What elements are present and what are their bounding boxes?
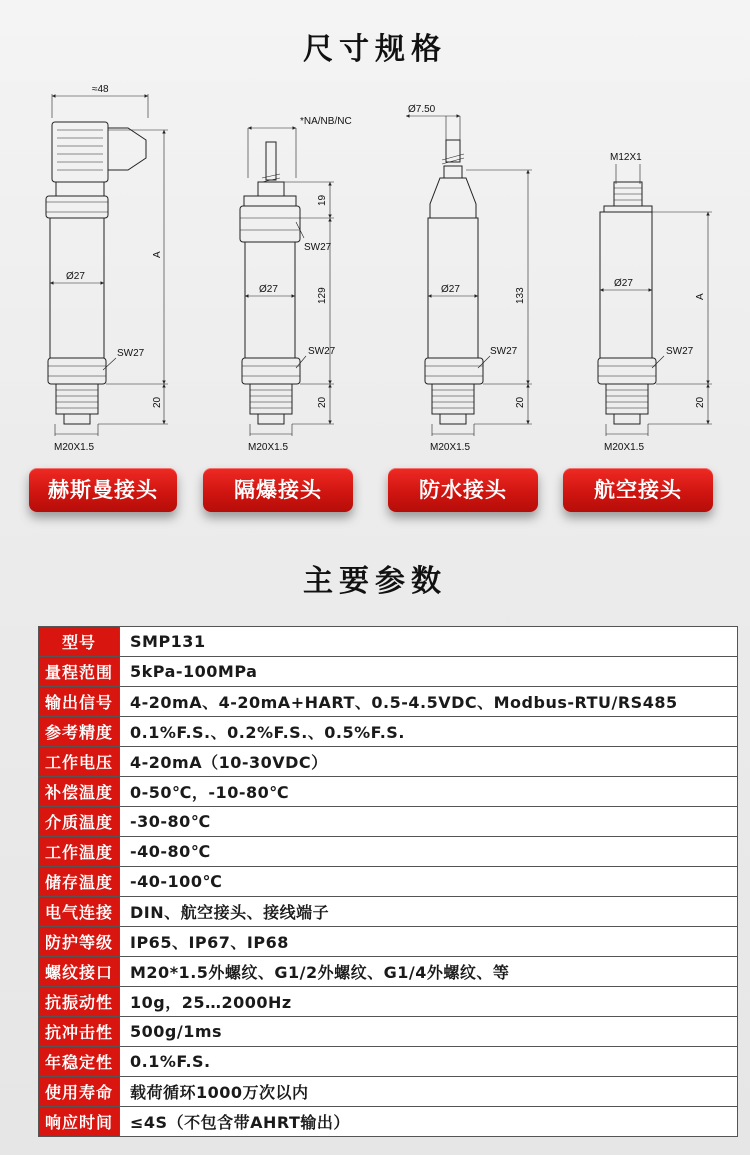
dimensions-title: 尺寸规格 xyxy=(303,32,447,67)
explosion-wrench-top-label: SW27 xyxy=(304,242,332,253)
waterproof-sensor-drawing xyxy=(406,116,532,436)
param-row xyxy=(39,627,738,657)
aviation-wrench-label: SW27 xyxy=(666,346,694,357)
param-key: 输出信号 xyxy=(39,687,120,717)
param-value: 载荷循环1000万次以内 xyxy=(120,1077,738,1107)
param-row xyxy=(39,837,738,867)
param-key: 抗冲击性 xyxy=(39,1017,120,1047)
param-value: -40-100℃ xyxy=(120,867,738,897)
param-row xyxy=(39,1017,738,1047)
explosion-thread-label: M20X1.5 xyxy=(248,442,289,453)
dimension-diagram xyxy=(0,78,750,470)
param-value: M20*1.5外螺纹、G1/2外螺纹、G1/4外螺纹、等 xyxy=(120,957,738,987)
param-key: 补偿温度 xyxy=(39,777,120,807)
explosion-wrench-label: SW27 xyxy=(308,346,336,357)
param-row xyxy=(39,807,738,837)
param-row xyxy=(39,657,738,687)
param-key: 工作温度 xyxy=(39,837,120,867)
param-row xyxy=(39,687,738,717)
waterproof-thread-length-label: 20 xyxy=(515,396,526,408)
aviation-length-label: A xyxy=(695,293,706,300)
param-row xyxy=(39,1077,738,1107)
aviation-connector-button[interactable]: 航空接头 xyxy=(563,468,713,512)
hirschmann-sensor-drawing xyxy=(46,94,168,436)
hirschmann-width-label: ≈48 xyxy=(92,84,109,95)
hirschmann-thread-length-label: 20 xyxy=(152,396,163,408)
explosion-note-label: *NA/NB/NC xyxy=(300,116,352,127)
parameters-table xyxy=(38,626,738,1137)
param-key: 抗振动性 xyxy=(39,987,120,1017)
param-key: 介质温度 xyxy=(39,807,120,837)
waterproof-length-label: 133 xyxy=(515,287,526,304)
waterproof-diameter-label: Ø27 xyxy=(441,284,460,295)
param-key: 量程范围 xyxy=(39,657,120,687)
aviation-diameter-label: Ø27 xyxy=(614,278,633,289)
param-row xyxy=(39,957,738,987)
param-value: 10g，25…2000Hz xyxy=(120,987,738,1017)
aviation-thread-length-label: 20 xyxy=(695,396,706,408)
param-row xyxy=(39,987,738,1017)
waterproof-thread-label: M20X1.5 xyxy=(430,442,471,453)
hirschmann-thread-label: M20X1.5 xyxy=(54,442,95,453)
explosion-thread-length-label: 20 xyxy=(317,396,328,408)
explosion-top-label: 19 xyxy=(317,194,328,206)
param-value: -30-80℃ xyxy=(120,807,738,837)
param-value: ≤4S（不包含带AHRT输出） xyxy=(120,1107,738,1137)
param-value: 0.1%F.S.、0.2%F.S.、0.5%F.S. xyxy=(120,717,738,747)
waterproof-cable-diameter-label: Ø7.50 xyxy=(408,104,436,115)
aviation-connector-label: M12X1 xyxy=(610,152,642,163)
param-row xyxy=(39,927,738,957)
param-value: 5kPa-100MPa xyxy=(120,657,738,687)
param-key: 响应时间 xyxy=(39,1107,120,1137)
param-key: 储存温度 xyxy=(39,867,120,897)
param-row xyxy=(39,1047,738,1077)
param-row xyxy=(39,867,738,897)
waterproof-connector-button[interactable]: 防水接头 xyxy=(388,468,538,512)
explosion-diameter-label: Ø27 xyxy=(259,284,278,295)
param-key: 工作电压 xyxy=(39,747,120,777)
param-key: 型号 xyxy=(39,627,120,657)
hirschmann-wrench-label: SW27 xyxy=(117,348,145,359)
parameters-title: 主要参数 xyxy=(303,564,447,599)
param-value: -40-80℃ xyxy=(120,837,738,867)
hirschmann-connector-button[interactable]: 赫斯曼接头 xyxy=(29,468,177,512)
hirschmann-diameter-label: Ø27 xyxy=(66,271,85,282)
param-key: 使用寿命 xyxy=(39,1077,120,1107)
param-row xyxy=(39,897,738,927)
param-value: 0-50℃，-10-80℃ xyxy=(120,777,738,807)
param-row xyxy=(39,747,738,777)
param-value: IP65、IP67、IP68 xyxy=(120,927,738,957)
param-key: 参考精度 xyxy=(39,717,120,747)
param-value: SMP131 xyxy=(120,627,738,657)
aviation-thread-label: M20X1.5 xyxy=(604,442,645,453)
param-row xyxy=(39,717,738,747)
param-value: 500g/1ms xyxy=(120,1017,738,1047)
param-key: 年稳定性 xyxy=(39,1047,120,1077)
explosion-sensor-drawing xyxy=(240,128,334,436)
waterproof-wrench-label: SW27 xyxy=(490,346,518,357)
param-key: 防护等级 xyxy=(39,927,120,957)
param-key: 电气连接 xyxy=(39,897,120,927)
param-value: 0.1%F.S. xyxy=(120,1047,738,1077)
param-value: 4-20mA、4-20mA+HART、0.5-4.5VDC、Modbus-RTU/RS485 xyxy=(120,687,738,717)
param-row xyxy=(39,777,738,807)
param-row xyxy=(39,1107,738,1137)
explosion-length-label: 129 xyxy=(317,287,328,304)
param-key: 螺纹接口 xyxy=(39,957,120,987)
param-value: 4-20mA（10-30VDC） xyxy=(120,747,738,777)
explosion-proof-connector-button[interactable]: 隔爆接头 xyxy=(203,468,353,512)
hirschmann-length-label: A xyxy=(152,251,163,258)
param-value: DIN、航空接头、接线端子 xyxy=(120,897,738,927)
